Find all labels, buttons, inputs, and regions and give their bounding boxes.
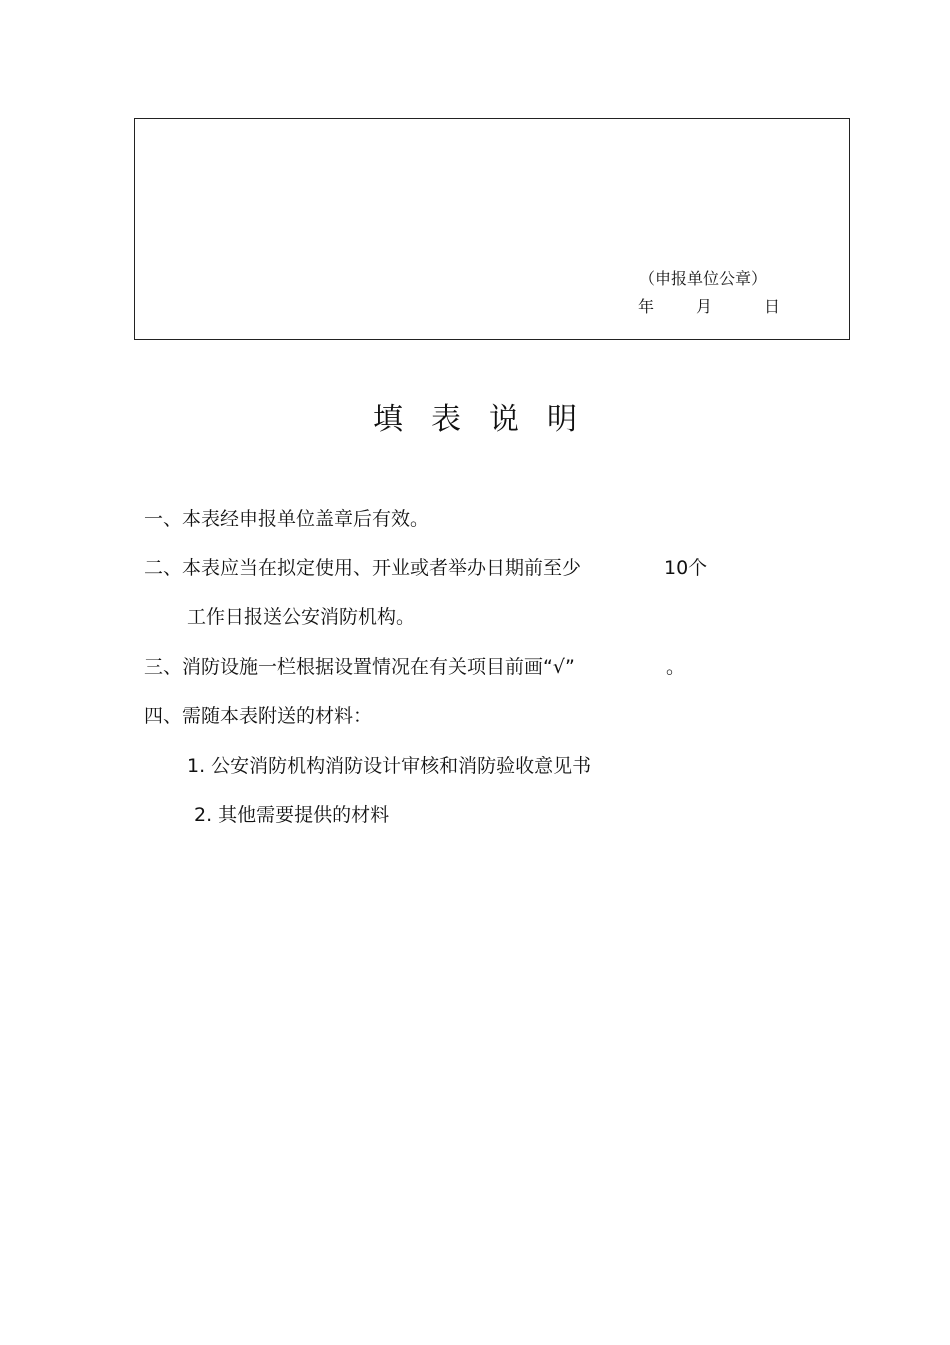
instruction-item-3-end: 。 (666, 656, 686, 678)
date-year-label: 年 (638, 297, 655, 316)
instruction-item-2-days: 10个 (664, 557, 708, 579)
instruction-item-2: 二、本表应当在拟定使用、开业或者举办日期前至少 (144, 557, 582, 579)
page-title: 填表说明 (373, 402, 605, 437)
date-month-label: 月 (696, 297, 713, 316)
seal-box (134, 118, 850, 340)
date-day-label: 日 (764, 297, 781, 316)
sub-item-2: 2. 其他需要提供的材料 (194, 804, 390, 826)
instruction-item-1: 一、本表经申报单位盖章后有效。 (144, 508, 430, 530)
instruction-item-4: 四、需随本表附送的材料： (144, 705, 373, 727)
sub-item-1: 1. 公安消防机构消防设计审核和消防验收意见书 (187, 755, 592, 777)
instruction-item-3: 三、消防设施一栏根据设置情况在有关项目前画“√” (144, 656, 575, 678)
seal-label: （申报单位公章） (639, 269, 768, 288)
instruction-item-2-continued: 工作日报送公安消防机构。 (187, 606, 416, 628)
